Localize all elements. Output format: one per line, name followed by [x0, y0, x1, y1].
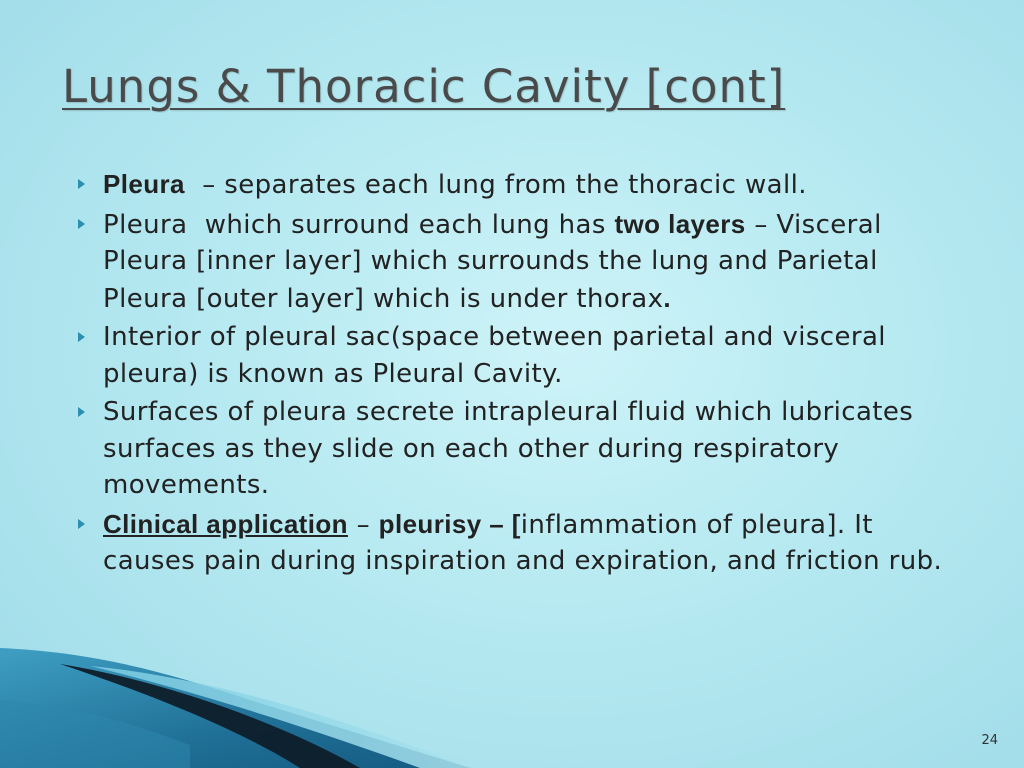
- bullet-item: [78, 319, 968, 392]
- bullet-item: [78, 506, 968, 580]
- bullet-text: inflammation of pleura]. It causes pain during inspiration and expiration, and friction rub.: [103, 509, 943, 576]
- bullet-item: [78, 206, 968, 318]
- bullet-text: Interior of pleural sac(space between parietal and visceral pleura) is known as Pleural Cavity.: [103, 322, 886, 389]
- bullet-text: Surfaces of pleura secrete intrapleural fluid which lubricates surfaces as they slide on each other during respiratory movements.: [103, 397, 914, 500]
- bullet-end: .: [663, 282, 672, 313]
- page-number: 24: [981, 733, 998, 748]
- bullet-term: two layers: [614, 208, 746, 239]
- bullet-text: – Visceral Pleura [inner layer] which surrounds the lung and Parietal Pleura [outer layer] which is under thorax: [103, 209, 882, 314]
- bullet-item: [78, 166, 968, 204]
- triangle-right-icon: [78, 407, 85, 417]
- triangle-right-icon: [78, 332, 85, 342]
- slide-title: Lungs & Thoracic Cavity [cont]: [62, 60, 786, 113]
- bullet-list: [78, 166, 968, 582]
- bullet-term: Clinical application: [103, 508, 348, 539]
- triangle-right-icon: [78, 519, 85, 529]
- bullet-term: pleurisy – [: [378, 508, 521, 539]
- bullet-term: Pleura: [103, 169, 185, 199]
- bullet-separator: –: [347, 509, 379, 540]
- bullet-text: Pleura which surround each lung has: [103, 209, 615, 240]
- bullet-text: – separates each lung from the thoracic wall.: [184, 170, 807, 200]
- triangle-right-icon: [78, 179, 85, 189]
- triangle-right-icon: [78, 219, 85, 229]
- bullet-item: [78, 394, 968, 504]
